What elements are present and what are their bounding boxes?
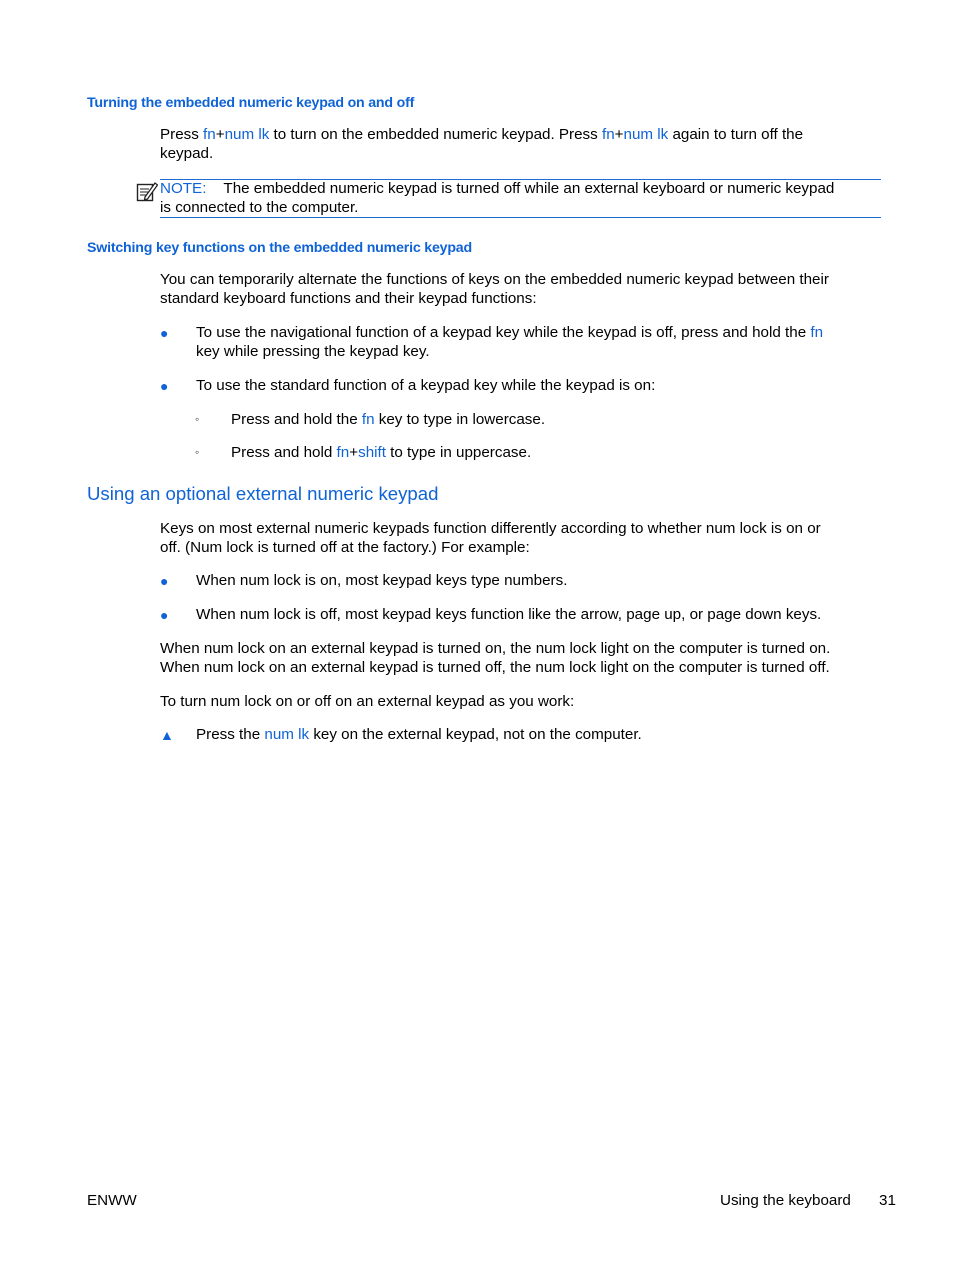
note-line-2: is connected to the computer.: [160, 199, 359, 216]
bullet-icon: ●: [160, 607, 169, 623]
list-item: To use the standard function of a keypad key while the keypad is on:: [196, 377, 656, 394]
list-item: When num lock is off, most keypad keys function like the arrow, page up, or page down keys.: [196, 606, 822, 623]
key-num-lk: num lk: [264, 726, 310, 743]
step-item: Press the num lk key on the external keypad, not on the computer.: [196, 726, 642, 743]
sub-bullet-icon: ◦: [195, 412, 200, 426]
keypad-toggle-paragraph: [160, 125, 875, 163]
note-label: NOTE:: [160, 180, 207, 197]
key-num-lk: num lk: [224, 126, 270, 143]
paragraph-line-2: keypad.: [160, 145, 214, 162]
external-intro-paragraph: Keys on most external numeric keypads function differently according to whether num lock is on or off. (Num lock is turned off at the factory.) For example:: [160, 520, 821, 556]
switching-intro-paragraph: You can temporarily alternate the functions of keys on the embedded numeric keypad between their standard keyboard functions and their keypad functions:: [160, 271, 829, 307]
section-heading-external-keypad: Using an optional external numeric keypad: [87, 483, 439, 504]
turn-num-lock-paragraph: To turn num lock on or off on an external keypad as you work:: [160, 693, 575, 710]
num-lock-light-paragraph: When num lock on an external keypad is turned on, the num lock light on the computer is turned on. When num lock on an external keypad is turned off, the num lock light on the computer is turned off.: [160, 640, 831, 676]
list-item: To use the navigational function of a keypad key while the keypad is off, press and hold the fn key while pressing the keypad key.: [196, 324, 824, 360]
note-icon: [136, 181, 158, 208]
footer-left: ENWW: [87, 1192, 137, 1209]
key-fn: fn: [810, 324, 824, 341]
step-triangle-icon: ▲: [160, 727, 174, 743]
sub-list-item: Press and hold fn+shift to type in uppercase.: [231, 444, 532, 461]
bullet-icon: ●: [160, 573, 169, 589]
note-text: [160, 179, 885, 217]
bullet-icon: ●: [160, 378, 169, 394]
footer-chapter-title: Using the keyboard: [720, 1192, 851, 1209]
note-line-1: NOTE: The embedded numeric keypad is turned off while an external keyboard or numeric keypad: [160, 180, 835, 197]
key-num-lk: num lk: [623, 126, 669, 143]
paragraph-line-1: Press fn+num lk to turn on the embedded numeric keypad. Press fn+num lk again to turn off the: [160, 126, 804, 143]
key-fn: fn: [601, 126, 615, 143]
page-number: 31: [879, 1192, 896, 1209]
sub-bullet-icon: ◦: [195, 445, 200, 459]
bullet-icon: ●: [160, 325, 169, 341]
key-shift: shift: [358, 444, 386, 461]
sub-list-item: Press and hold the fn key to type in lowercase.: [231, 411, 546, 428]
key-fn: fn: [361, 411, 375, 428]
key-fn: fn: [203, 126, 216, 143]
key-fn: fn: [336, 444, 350, 461]
section-heading-switching-functions: Switching key functions on the embedded numeric keypad: [87, 240, 472, 256]
section-heading-keypad-on-off: Turning the embedded numeric keypad on and off: [87, 95, 415, 111]
list-item: When num lock is on, most keypad keys type numbers.: [196, 572, 568, 589]
